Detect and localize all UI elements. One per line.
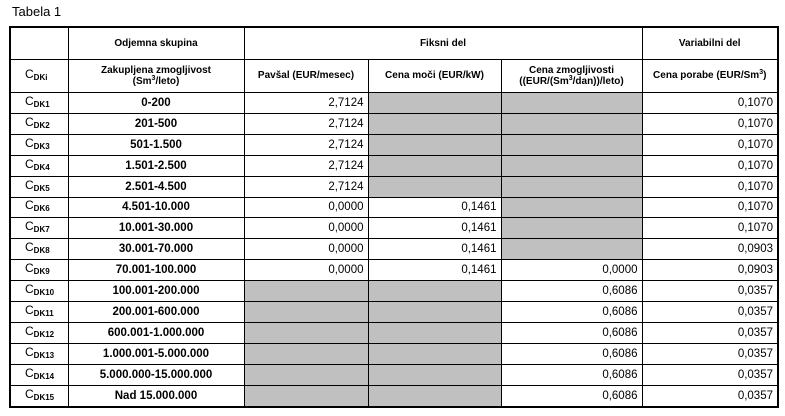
row-cena-zmogljivosti: 0,6086 — [501, 385, 642, 407]
row-pavsal — [244, 281, 368, 302]
table-row — [10, 364, 778, 385]
row-cena-moci: 0,1461 — [368, 197, 501, 218]
table-row — [10, 260, 778, 281]
row-cena-zmogljivosti: 0,6086 — [501, 343, 642, 364]
row-pavsal: 2,7124 — [244, 134, 368, 155]
row-cena-porabe: 0,0903 — [642, 239, 778, 260]
row-label: $C_{DK1}$ — [10, 92, 68, 113]
row-odjemna-skupina: 501-1.500 — [68, 134, 244, 155]
row-odjemna-skupina: 70.001-100.000 — [68, 260, 244, 281]
row-cena-zmogljivosti — [501, 155, 642, 176]
row-pavsal: 2,7124 — [244, 176, 368, 197]
header-variabilni-del: Variabilni del — [642, 27, 778, 60]
row-odjemna-skupina: 5.000.000-15.000.000 — [68, 364, 244, 385]
row-cena-porabe: 0,0903 — [642, 260, 778, 281]
table-row — [10, 302, 778, 323]
tariff-table — [9, 26, 779, 408]
header-pavsal: Pavšal (EUR/mesec) — [244, 60, 368, 92]
table-row — [10, 281, 778, 302]
row-odjemna-skupina: 600.001-1.000.000 — [68, 323, 244, 344]
row-odjemna-skupina: 2.501-4.500 — [68, 176, 244, 197]
table-row — [10, 155, 778, 176]
row-pavsal — [244, 385, 368, 407]
table-row — [10, 197, 778, 218]
row-label: $C_{DK2}$ — [10, 113, 68, 134]
row-label: $C_{DK10}$ — [10, 281, 68, 302]
row-cena-moci: 0,1461 — [368, 218, 501, 239]
table-row — [10, 323, 778, 344]
row-cena-porabe: 0,1070 — [642, 197, 778, 218]
row-pavsal — [244, 364, 368, 385]
row-cena-moci — [368, 364, 501, 385]
row-pavsal: 2,7124 — [244, 155, 368, 176]
row-cena-zmogljivosti — [501, 134, 642, 155]
row-odjemna-skupina: 0-200 — [68, 92, 244, 113]
row-cena-porabe: 0,0357 — [642, 323, 778, 344]
row-label: $C_{DK15}$ — [10, 385, 68, 407]
row-pavsal: 0,0000 — [244, 239, 368, 260]
row-pavsal — [244, 323, 368, 344]
header-fiksni-del: Fiksni del — [244, 27, 642, 60]
row-cena-zmogljivosti — [501, 239, 642, 260]
row-cena-zmogljivosti: 0,0000 — [501, 260, 642, 281]
row-cena-moci — [368, 134, 501, 155]
row-odjemna-skupina: 1.000.001-5.000.000 — [68, 343, 244, 364]
row-cena-moci — [368, 92, 501, 113]
row-cena-moci — [368, 176, 501, 197]
row-cena-porabe: 0,0357 — [642, 281, 778, 302]
header-cdki: $C_{DKi}$ — [10, 60, 68, 92]
row-cena-porabe: 0,1070 — [642, 113, 778, 134]
row-cena-zmogljivosti — [501, 92, 642, 113]
row-cena-zmogljivosti — [501, 176, 642, 197]
table-row — [10, 92, 778, 113]
row-label: $C_{DK7}$ — [10, 218, 68, 239]
row-label: $C_{DK14}$ — [10, 364, 68, 385]
row-cena-moci: 0,1461 — [368, 239, 501, 260]
row-label: $C_{DK11}$ — [10, 302, 68, 323]
row-cena-moci — [368, 343, 501, 364]
row-cena-zmogljivosti — [501, 197, 642, 218]
row-label: $C_{DK9}$ — [10, 260, 68, 281]
table-row — [10, 176, 778, 197]
row-cena-zmogljivosti — [501, 113, 642, 134]
row-cena-porabe: 0,1070 — [642, 176, 778, 197]
row-cena-moci — [368, 323, 501, 344]
header-row-2 — [10, 60, 778, 92]
row-cena-moci — [368, 113, 501, 134]
row-cena-porabe: 0,0357 — [642, 302, 778, 323]
table-row — [10, 218, 778, 239]
row-cena-moci — [368, 302, 501, 323]
header-row-1 — [10, 27, 778, 60]
table-caption: Tabela 1 — [12, 4, 62, 19]
row-cena-porabe: 0,0357 — [642, 343, 778, 364]
row-odjemna-skupina: 200.001-600.000 — [68, 302, 244, 323]
row-label: $C_{DK8}$ — [10, 239, 68, 260]
header-cena-moci: Cena moči (EUR/kW) — [368, 60, 501, 92]
row-cena-zmogljivosti: 0,6086 — [501, 302, 642, 323]
row-pavsal: 0,0000 — [244, 218, 368, 239]
row-cena-porabe: 0,1070 — [642, 134, 778, 155]
row-label: $C_{DK5}$ — [10, 176, 68, 197]
row-cena-zmogljivosti — [501, 218, 642, 239]
header-zakupljena-zmogljivost: Zakupljena zmogljivost (Sm$^3$/leto) — [68, 60, 244, 92]
row-odjemna-skupina: 4.501-10.000 — [68, 197, 244, 218]
row-cena-porabe: 0,1070 — [642, 218, 778, 239]
table-row — [10, 239, 778, 260]
row-label: $C_{DK3}$ — [10, 134, 68, 155]
table-row — [10, 134, 778, 155]
row-label: $C_{DK6}$ — [10, 197, 68, 218]
row-pavsal — [244, 343, 368, 364]
row-cena-moci — [368, 281, 501, 302]
table-row — [10, 385, 778, 407]
row-cena-moci — [368, 385, 501, 407]
row-odjemna-skupina: 100.001-200.000 — [68, 281, 244, 302]
row-cena-zmogljivosti: 0,6086 — [501, 364, 642, 385]
row-label: $C_{DK13}$ — [10, 343, 68, 364]
row-pavsal: 0,0000 — [244, 197, 368, 218]
header-cena-porabe: Cena porabe (EUR/Sm$^3$) — [642, 60, 778, 92]
row-cena-zmogljivosti: 0,6086 — [501, 281, 642, 302]
table-row — [10, 343, 778, 364]
row-odjemna-skupina: 10.001-30.000 — [68, 218, 244, 239]
header-cena-zmogljivosti: Cena zmogljivosti ((EUR/(Sm$^3$/dan))/leto) — [501, 60, 642, 92]
row-odjemna-skupina: 30.001-70.000 — [68, 239, 244, 260]
row-cena-porabe: 0,1070 — [642, 155, 778, 176]
row-cena-moci — [368, 155, 501, 176]
row-odjemna-skupina: 1.501-2.500 — [68, 155, 244, 176]
row-cena-porabe: 0,0357 — [642, 385, 778, 407]
row-pavsal: 2,7124 — [244, 113, 368, 134]
row-label: $C_{DK12}$ — [10, 323, 68, 344]
header-empty-cell — [10, 27, 68, 60]
row-label: $C_{DK4}$ — [10, 155, 68, 176]
row-cena-porabe: 0,0357 — [642, 364, 778, 385]
row-odjemna-skupina: Nad 15.000.000 — [68, 385, 244, 407]
row-pavsal: 0,0000 — [244, 260, 368, 281]
row-odjemna-skupina: 201-500 — [68, 113, 244, 134]
row-cena-porabe: 0,1070 — [642, 92, 778, 113]
table-row — [10, 113, 778, 134]
header-odjemna-skupina: Odjemna skupina — [68, 27, 244, 60]
row-pavsal — [244, 302, 368, 323]
row-cena-moci: 0,1461 — [368, 260, 501, 281]
row-pavsal: 2,7124 — [244, 92, 368, 113]
row-cena-zmogljivosti: 0,6086 — [501, 323, 642, 344]
